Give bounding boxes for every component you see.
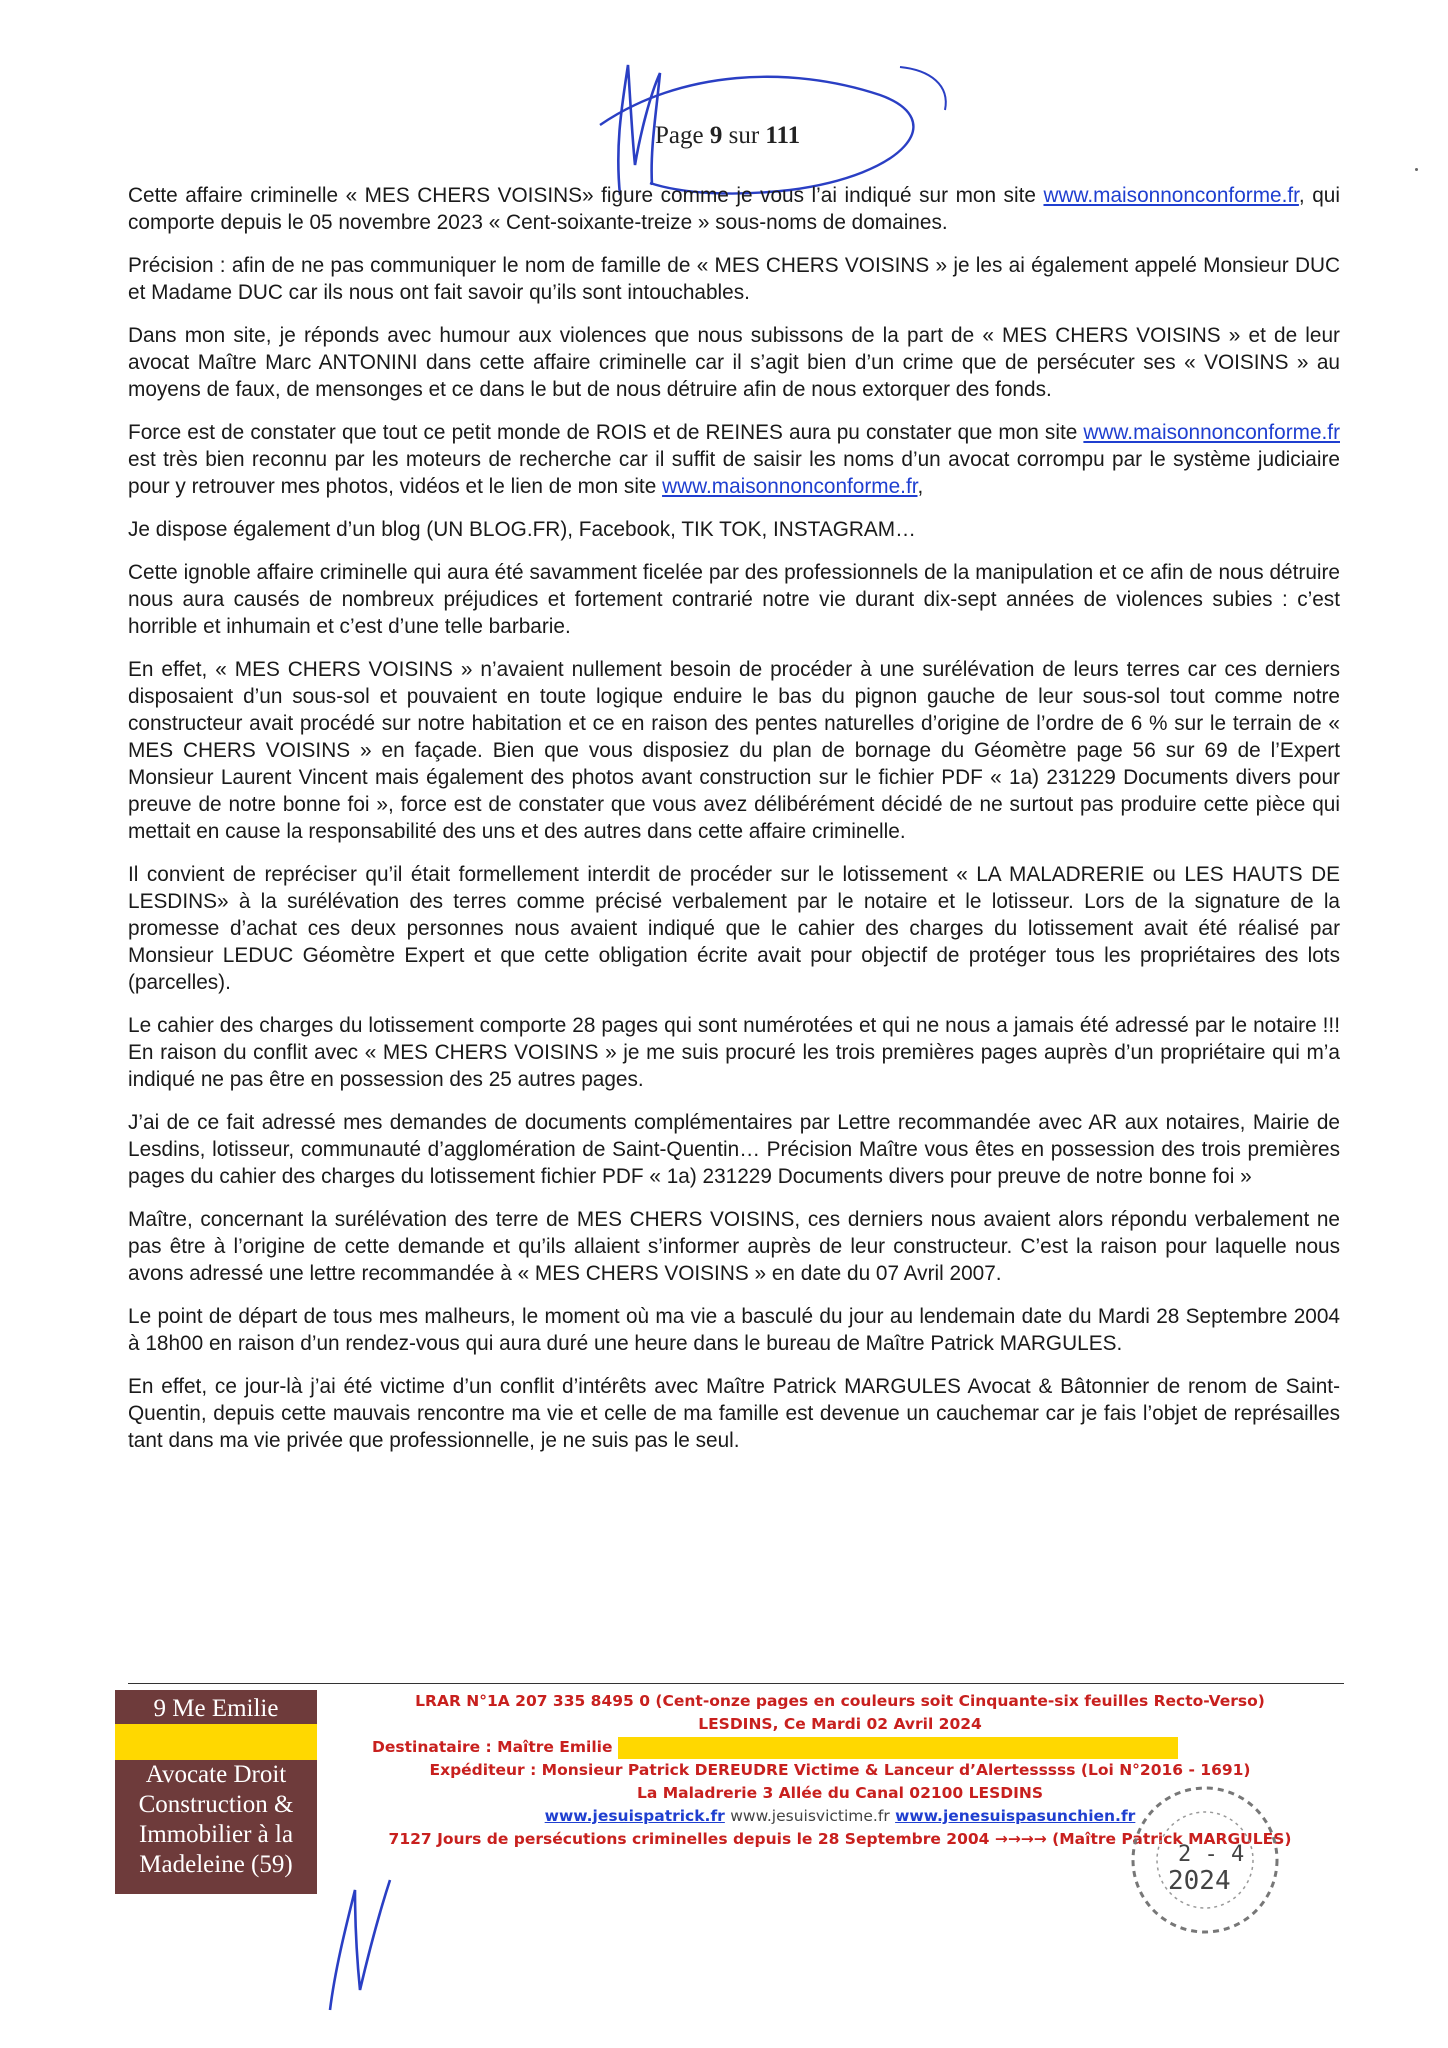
paragraph-5: Je dispose également d’un blog (UN BLOG.FR), Facebook, TIK TOK, INSTAGRAM… xyxy=(128,518,916,541)
p4-text-c: , xyxy=(917,475,924,498)
place-date: LESDINS, Ce Mardi 02 Avril 2024 xyxy=(698,1715,982,1733)
recipient-line-3: Immobilier à la xyxy=(138,1821,294,1848)
site-link-3[interactable]: www.maisonnonconforme.fr xyxy=(662,475,918,498)
paragraph-9: Le cahier des charges du lotissement comporte 28 pages qui sont numérotées et qui ne nous a jamais été adressé par le notaire !!! En raison du conflit avec « MES CHERS VOISINS » je me suis procuré les trois premières pages auprès d’un propriétaire qui m’a indiqué ne pas être en possession des 25 autres pages. xyxy=(128,1014,1340,1091)
stamp-year: 2024 xyxy=(1168,1866,1231,1896)
redaction-highlight xyxy=(115,1724,317,1760)
page-prefix: Page xyxy=(655,122,704,149)
p1-text-a: Cette affaire criminelle « MES CHERS VOISINS» figure comme je vous l’ai indiqué sur mon site xyxy=(128,184,1044,207)
page-number xyxy=(655,122,800,150)
link-jenesuispasunchien[interactable]: www.jenesuispasunchien.fr xyxy=(895,1807,1136,1825)
dest-redaction xyxy=(618,1737,1178,1759)
dest-label: Destinataire : Maître Emilie xyxy=(372,1738,613,1756)
paragraph-4 xyxy=(128,419,1340,500)
link-jesuispatrick[interactable]: www.jesuispatrick.fr xyxy=(544,1807,725,1825)
p1-text-b: , qui comporte depuis le 05 novembre 2023 « Cent-soixante-treize » sous-noms de domaines. xyxy=(128,184,1340,234)
lrar-line: LRAR N°1A 207 335 8495 0 (Cent-onze pages en couleurs soit Cinquante-six feuilles Recto-Verso) xyxy=(415,1692,1265,1710)
paragraph-6: Cette ignoble affaire criminelle qui aura été savamment ficelée par des professionnels de la manipulation et ce afin de nous détruire nous aura causés de nombreux préjudices et fortement contrarié notre vie durant dix-sept années de violences subies : c’est horrible et inhumain et c’est d’une telle barbarie. xyxy=(128,561,1340,638)
paragraph-13: En effet, ce jour-là j’ai été victime d’un conflit d’intérêts avec Maître Patrick MARGULES Avocat & Bâtonnier de renom de Saint-Quentin, depuis cette mauvais rencontre ma vie et celle de ma famille est devenue un cauchemar car je fais l’objet de représailles tant dans ma vie privée que professionnelle, je ne suis pas le seul. xyxy=(128,1375,1340,1452)
site-link-2[interactable]: www.maisonnonconforme.fr xyxy=(1083,421,1340,444)
p4-text-a: Force est de constater que tout ce petit monde de ROIS et de REINES aura pu constater que mon site xyxy=(128,421,1084,444)
recipient-name: 9 Me Emilie xyxy=(153,1695,279,1722)
days-line: 7127 Jours de persécutions criminelles depuis le 28 Septembre 2004 →→→→ (Maître Patrick MARGULES) xyxy=(388,1830,1292,1848)
recipient-line-2: Construction & xyxy=(138,1791,294,1818)
postmark-stamp-icon xyxy=(1090,1775,1320,1945)
site-link[interactable]: www.maisonnonconforme.fr xyxy=(1043,184,1299,207)
recipient-line-1: Avocate Droit xyxy=(145,1761,287,1788)
paragraph-12: Le point de départ de tous mes malheurs, le moment où ma vie a basculé du jour au lendemain date du Mardi 28 Septembre 2004 à 18h00 en raison d’un rendez-vous qui aura duré une heure dans le bureau de Maître Patrick MARGULES. xyxy=(128,1305,1340,1355)
dest-line xyxy=(330,1736,1350,1759)
stamp-date: 2 - 4 xyxy=(1178,1842,1245,1867)
signature-bottom-icon xyxy=(315,1870,405,2020)
p4-text-b: est très bien reconnu par les moteurs de recherche car il suffit de saisir les noms d’un avocat corrompu par le système judiciaire pour y retrouver mes photos, vidéos et le lien de mon site xyxy=(128,448,1340,498)
recipient-box xyxy=(115,1690,317,1894)
paragraph-11: Maître, concernant la surélévation des terre de MES CHERS VOISINS, ces derniers nous avaient alors répondu verbalement ne pas être à l’origine de cette demande et qu’ils allaient s’informer auprès de leur constructeur. C’est la raison pour laquelle nous avons adressé une lettre recommandée à « MES CHERS VOISINS » en date du 07 Avril 2007. xyxy=(128,1208,1340,1285)
address-line: La Maladrerie 3 Allée du Canal 02100 LESDINS xyxy=(636,1784,1043,1802)
paragraph-1 xyxy=(128,182,1340,236)
page-current: 9 xyxy=(709,122,723,149)
page-sep: sur xyxy=(728,122,760,149)
paragraph-2: Précision : afin de ne pas communiquer le nom de famille de « MES CHERS VOISINS » je les ai également appelé Monsieur DUC et Madame DUC car ils nous ont fait savoir qu’ils sont intouchables. xyxy=(128,254,1340,304)
footer-divider xyxy=(128,1683,1344,1684)
link-jesuisvictime[interactable]: www.jesuisvictime.fr xyxy=(730,1807,890,1825)
expediteur-line: Expéditeur : Monsieur Patrick DEREUDRE Victime & Lanceur d’Alertesssss (Loi N°2016 - 1691) xyxy=(429,1761,1251,1779)
paragraph-3: Dans mon site, je réponds avec humour aux violences que nous subissons de la part de « MES CHERS VOISINS » et de leur avocat Maître Marc ANTONINI dans cette affaire criminelle car il s’agit bien d’un crime que de persécuter ses « VOISINS » au moyens de faux, de mensonges et ce dans le but de nous détruire afin de nous extorquer des fonds. xyxy=(128,324,1340,401)
paragraph-8: Il convient de repréciser qu’il était formellement interdit de procéder sur le lotissement « LA MALADRERIE ou LES HAUTS DE LESDINS» à la surélévation des terres comme précisé verbalement par le notaire et le lotisseur. Lors de la signature de la promesse d’achat ces deux personnes nous avaient indiqué que le cahier des charges du lotissement avait été réalisé par Monsieur LEDUC Géomètre Expert et que cette obligation écrite avait pour objectif de protéger tous les propriétaires des lots (parcelles). xyxy=(128,863,1340,994)
recipient-line-4: Madeleine (59) xyxy=(139,1851,293,1878)
paragraph-10: J’ai de ce fait adressé mes demandes de documents complémentaires par Lettre recommandée avec AR aux notaires, Mairie de Lesdins, lotisseur, communauté d’agglomération de Saint-Quentin… Précision Maître vous êtes en possession des trois premières pages du cahier des charges du lotissement fichier PDF « 1a) 231229 Documents divers pour preuve de notre bonne foi » xyxy=(128,1111,1340,1188)
page-total: 111 xyxy=(765,122,801,149)
paragraph-7: En effet, « MES CHERS VOISINS » n’avaient nullement besoin de procéder à une surélévation de leurs terres car ces derniers disposaient d’un sous-sol et pouvaient en toute logique enduire le bas du pignon gauche de leur sous-sol tout comme notre constructeur avait procédé sur notre habitation et ce en raison des pentes naturelles d’origine de l’ordre de 6 % sur le terrain de « MES CHERS VOISINS » en façade. Bien que vous disposiez du plan de bornage du Géomètre page 56 sur 69 de l’Expert Monsieur Laurent Vincent mais également des photos avant construction sur le fichier PDF « 1a) 231229 Documents divers pour preuve de notre bonne foi », force est de constater que vous avez délibérément décidé de ne surtout pas produire cette pièce qui mettait en cause la responsabilité des uns et des autres dans cette affaire criminelle. xyxy=(128,658,1340,843)
letter-body xyxy=(128,182,1340,1470)
scan-dot xyxy=(1415,168,1418,171)
